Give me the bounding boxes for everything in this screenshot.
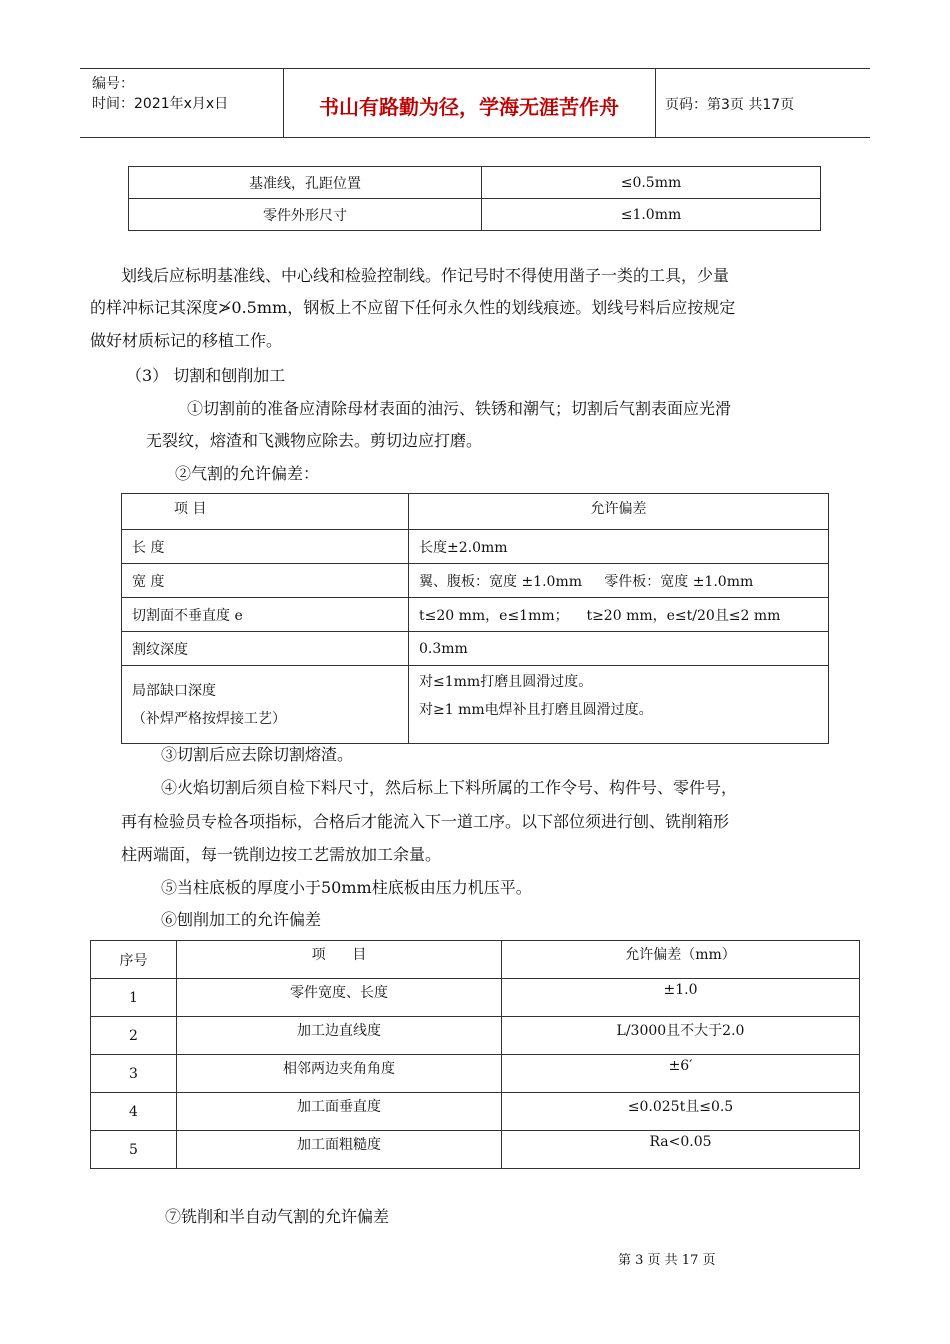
table-cell: L/3000且不大于2.0 xyxy=(502,1017,860,1055)
table-row xyxy=(122,598,829,632)
table-cell: 零件外形尺寸 xyxy=(129,199,482,231)
column-header: 允许偏差 xyxy=(409,494,829,530)
table-cell: Ra<0.05 xyxy=(502,1131,860,1169)
table-cell: 切割面不垂直度 e xyxy=(122,598,409,632)
table-row xyxy=(122,530,829,564)
section-heading: （3） 切割和刨削加工 xyxy=(126,366,286,385)
paragraph-line: ①切割前的准备应清除母材表面的油污、铁锈和潮气；切割后气割表面应光滑 xyxy=(187,399,732,418)
table-cell: 1 xyxy=(91,979,177,1017)
table-cell: 加工边直线度 xyxy=(177,1017,502,1055)
tolerance-table-planing xyxy=(90,940,860,1169)
table-header-row xyxy=(91,941,860,979)
table-cell: 零件宽度、长度 xyxy=(177,979,502,1017)
paragraph-line: ②气割的允许偏差： xyxy=(175,464,320,483)
paragraph-line: 柱两端面，每一铣削边按工艺需放加工余量。 xyxy=(121,845,442,864)
table-cell: 3 xyxy=(91,1055,177,1093)
table-cell xyxy=(122,666,409,744)
table-cell: 长 度 xyxy=(122,530,409,564)
table-header-row xyxy=(122,494,829,530)
table-cell: 4 xyxy=(91,1093,177,1131)
paragraph-line: 做好材质标记的移植工作。 xyxy=(90,331,283,350)
table-row xyxy=(91,1017,860,1055)
column-header: 项 目 xyxy=(177,941,502,979)
table-cell: 0.3mm xyxy=(409,632,829,666)
table-cell: ±6′ xyxy=(502,1055,860,1093)
paragraph-line: 再有检验员专检各项指标，合格后才能流入下一道工序。以下部位须进行刨、铣削箱形 xyxy=(121,812,730,831)
tolerance-table-gas-cutting xyxy=(121,493,829,744)
table-cell: 长度±2.0mm xyxy=(409,530,829,564)
date-line: 时间：2021年x月x日 xyxy=(92,96,229,112)
column-header: 项 目 xyxy=(122,494,409,530)
table-cell: t≤20 mm，e≤1mm； t≥20 mm，e≤t/20且≤2 mm xyxy=(409,598,829,632)
paragraph-line: ④火焰切割后须自检下料尺寸，然后标上下料所属的工作令号、构件号、零件号， xyxy=(161,778,738,797)
table-cell: ≤1.0mm xyxy=(482,199,821,231)
table-row xyxy=(122,632,829,666)
table-cell: 宽 度 xyxy=(122,564,409,598)
page-label: 页码：第3页 共17页 xyxy=(665,97,795,113)
table-row xyxy=(129,199,821,231)
page-footer: 第 3 页 共 17 页 xyxy=(618,1253,716,1268)
paragraph-line: 的样冲标记其深度≯0.5mm，钢板上不应留下任何永久性的划线痕迹。划线号料后应按规定 xyxy=(90,298,736,317)
table-row xyxy=(122,666,829,744)
page-header xyxy=(80,68,870,138)
table-cell: 加工面垂直度 xyxy=(177,1093,502,1131)
table-row xyxy=(129,167,821,199)
tolerance-table-marking xyxy=(128,166,821,231)
table-row xyxy=(91,1055,860,1093)
column-header: 允许偏差（mm） xyxy=(502,941,860,979)
table-row xyxy=(122,564,829,598)
paragraph-line: ⑦铣削和半自动气割的允许偏差 xyxy=(165,1207,390,1226)
cell-line: 对≥1 mm电焊补且打磨且圆滑过度。 xyxy=(419,702,653,718)
table-cell: 相邻两边夹角角度 xyxy=(177,1055,502,1093)
paragraph-line: 划线后应标明基准线、中心线和检验控制线。作记号时不得使用凿子一类的工具，少量 xyxy=(121,266,730,285)
paragraph-line: ⑤当柱底板的厚度小于50mm柱底板由压力机压平。 xyxy=(161,878,532,897)
table-cell: ≤0.025t且≤0.5 xyxy=(502,1093,860,1131)
table-cell: ±1.0 xyxy=(502,979,860,1017)
table-cell xyxy=(409,666,829,744)
table-cell: ≤0.5mm xyxy=(482,167,821,199)
cell-line: 对≤1mm打磨且圆滑过度。 xyxy=(419,674,593,690)
header-right-cell xyxy=(655,69,870,137)
cell-line: 局部缺口深度 xyxy=(132,682,216,699)
paragraph-line: ③切割后应去除切割熔渣。 xyxy=(161,745,354,764)
column-header: 序号 xyxy=(91,941,177,979)
paragraph-line: ⑥刨削加工的允许偏差 xyxy=(161,910,322,929)
paragraph-line: 无裂纹，熔渣和飞溅物应除去。剪切边应打磨。 xyxy=(146,431,483,450)
table-cell: 2 xyxy=(91,1017,177,1055)
number-label: 编号： xyxy=(92,76,134,92)
header-center-cell xyxy=(283,69,656,137)
table-cell: 基准线，孔距位置 xyxy=(129,167,482,199)
table-row xyxy=(91,979,860,1017)
cell-line: （补焊严格按焊接工艺） xyxy=(132,710,286,727)
table-row xyxy=(91,1131,860,1169)
table-cell: 加工面粗糙度 xyxy=(177,1131,502,1169)
motto: 书山有路勤为径，学海无涯苦作舟 xyxy=(319,95,619,119)
table-row xyxy=(91,1093,860,1131)
table-cell: 翼、腹板：宽度 ±1.0mm 零件板：宽度 ±1.0mm xyxy=(409,564,829,598)
table-cell: 割纹深度 xyxy=(122,632,409,666)
header-left-cell xyxy=(80,69,284,137)
table-cell: 5 xyxy=(91,1131,177,1169)
